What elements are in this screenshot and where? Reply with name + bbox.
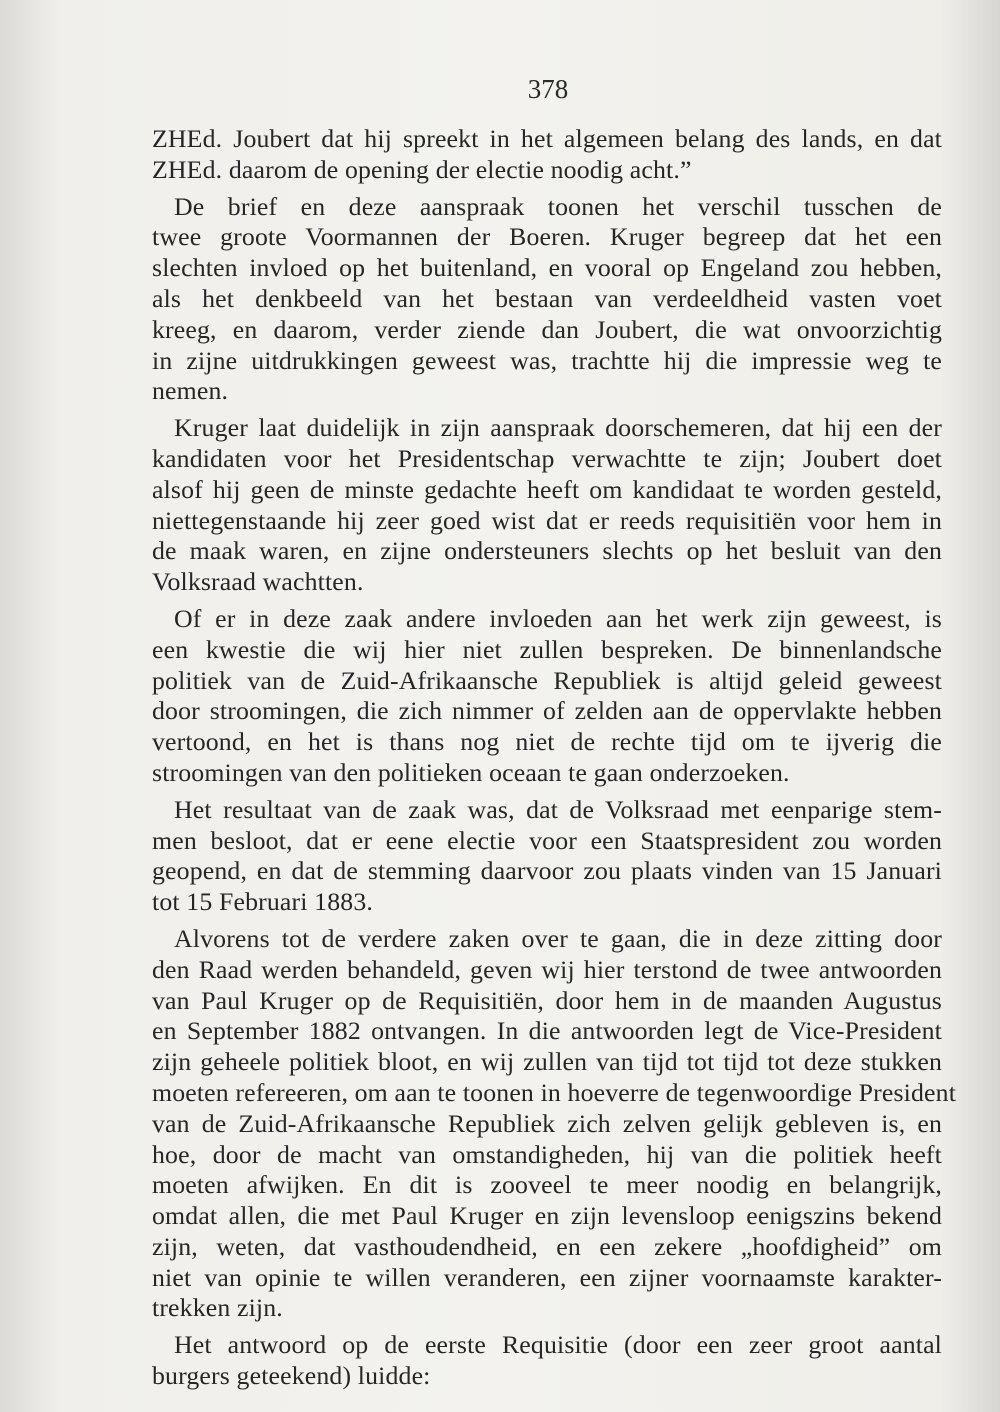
text-line: twee groote Voormannen der Boeren. Kruger begreep dat het een [152,222,942,252]
paragraph [152,795,942,918]
text-line: zijn geheele politiek bloot, en wij zullen van tijd tot tijd tot deze stukken [152,1047,942,1077]
text-line: Het antwoord op de eerste Requisitie (door een zeer groot aantal [174,1330,942,1360]
paragraph [152,124,942,186]
text-line: kreeg, en daarom, verder ziende dan Joubert, die wat onvoorzichtig [152,314,942,344]
text-line: moeten refereeren, om aan te toonen in hoeverre de tegenwoordige President [152,1077,957,1107]
text-line: nemen. [152,376,229,406]
text-line: politiek van de Zuid-Afrikaansche Republiek is altijd geleid geweest [152,665,942,695]
text-line: niettegenstaande hij zeer goed wist dat er reeds requisitiën voor hem in [152,505,942,535]
text-line: Alvorens tot de verdere zaken over te gaan, die in deze zitting door [174,923,942,953]
text-line: moeten afwijken. En dit is zooveel te meer noodig en belangrijk, [152,1170,942,1200]
text-line: men besloot, dat er eene electie voor een Staatspresident zou worden [152,825,942,855]
page-number: 378 [527,74,569,104]
text-line: niet van opinie te willen veranderen, een zijner voornaamste karakter- [152,1262,942,1292]
text-line: alsof hij geen de minste gedachte heeft om kandidaat te worden gesteld, [152,474,942,504]
text-line: de maak waren, en zijne ondersteuners slechts op het besluit van den [152,536,942,566]
text-line: tot 15 Februari 1883. [152,887,373,917]
text-line: vertoond, en het is thans nog niet de rechte tijd om te ijverig die [152,727,942,757]
paragraph [152,604,942,789]
paragraph [152,1330,942,1392]
text-line: ZHEd. daarom de opening der electie noodig acht.” [152,154,692,184]
text-line: kandidaten voor het Presidentschap verwachtte te zijn; Joubert doet [152,443,942,473]
text-line: ZHEd. Joubert dat hij spreekt in het algemeen belang des lands, en dat [152,124,942,153]
paragraph [152,923,957,1324]
body-text [152,124,957,1392]
text-line: Kruger laat duidelijk in zijn aanspraak doorschemeren, dat hij een der [174,413,942,443]
paragraph [152,192,942,408]
text-line: Het resultaat van de zaak was, dat de Volksraad met eenparige stem- [174,794,942,824]
text-line: Volksraad wachtten. [152,567,364,597]
text-line: stroomingen van den politieken oceaan te gaan onderzoeken. [152,757,790,787]
text-line: en September 1882 ontvangen. In die antwoorden legt de Vice-President [152,1016,942,1046]
text-line: door stroomingen, die zich nimmer of zelden aan de oppervlakte hebben [152,696,942,726]
text-line: een kwestie die wij hier niet zullen bespreken. De binnenlandsche [152,634,942,664]
text-line: hoe, door de macht van omstandigheden, hij van die politiek heeft [152,1139,942,1169]
text-line: van de Zuid-Afrikaansche Republiek zich zelven gelijk gebleven is, en [152,1108,942,1138]
text-line: Of er in deze zaak andere invloeden aan het werk zijn geweest, is [174,603,942,633]
text-line: slechten invloed op het buitenland, en vooral op Engeland zou hebben, [152,253,942,283]
text-line: omdat allen, die met Paul Kruger en zijn levensloop eenigszins bekend [152,1201,942,1231]
text-line: zijn, weten, dat vasthoudendheid, en een zekere „hoofdigheid” om [152,1231,942,1261]
text-line: van Paul Kruger op de Requisitiën, door hem in de maanden Augustus [152,985,942,1015]
text-line: in zijne uitdrukkingen geweest was, trachtte hij die impressie weg te [152,345,942,375]
text-line: trekken zijn. [152,1293,283,1323]
paragraph [152,413,942,598]
text-line: De brief en deze aanspraak toonen het verschil tusschen de [174,191,942,221]
text-line: den Raad werden behandeld, geven wij hier terstond de twee antwoorden [152,954,942,984]
text-line: burgers geteekend) luidde: [152,1361,431,1391]
text-line: geopend, en dat de stemming daarvoor zou plaats vinden van 15 Januari [152,856,942,886]
text-line: als het denkbeeld van het bestaan van verdeeldheid vasten voet [152,283,942,313]
